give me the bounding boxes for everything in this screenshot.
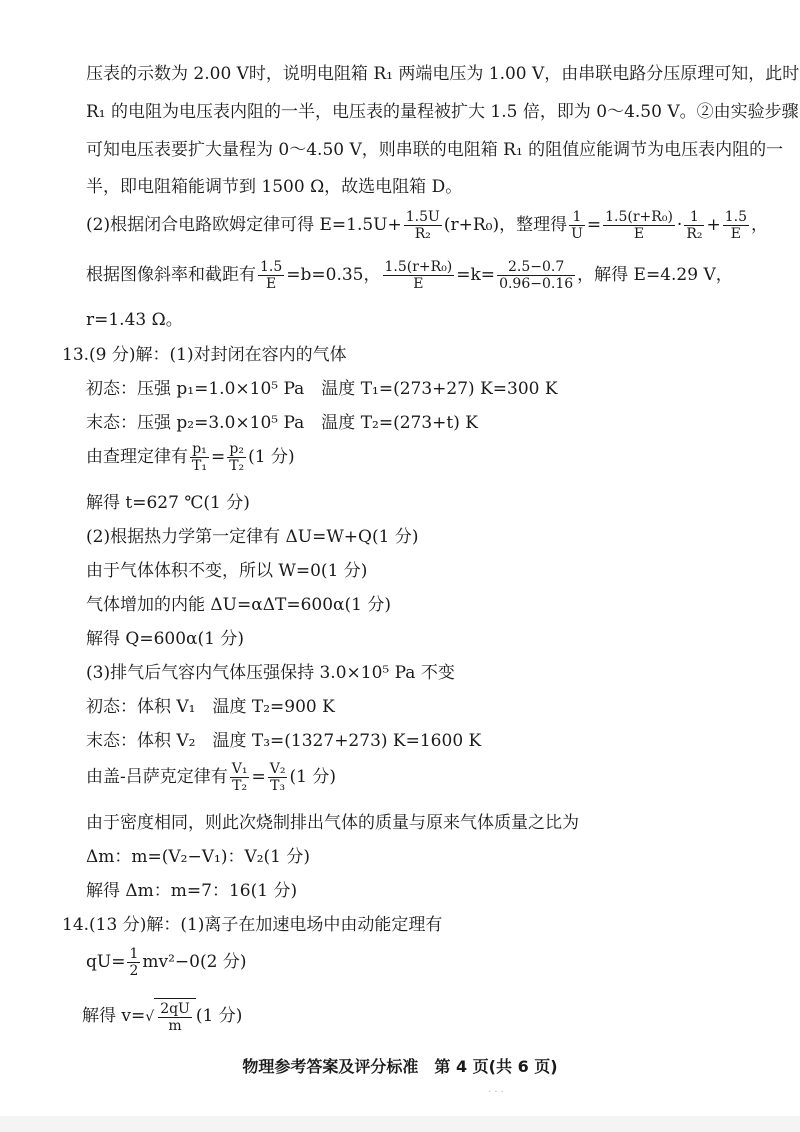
fraction <box>227 441 246 474</box>
text-line: 压表的示数为 2.00 V时，说明电阻箱 R₁ 两端电压为 1.00 V，由串联电路分压原理可知，此时 <box>86 64 800 84</box>
fraction <box>258 259 284 292</box>
fraction <box>190 441 209 474</box>
equation-line <box>86 440 295 474</box>
numerator: 1.5 <box>724 209 747 225</box>
denominator: m <box>168 1017 182 1034</box>
equation-line <box>82 998 242 1035</box>
fraction <box>230 761 250 794</box>
text-run: + <box>706 215 721 235</box>
numerator: 2.5−0.7 <box>497 259 575 276</box>
text-line: 气体增加的内能 ΔU=αΔT=600α(1 分) <box>86 595 392 615</box>
text-run: =b=0.35， <box>286 265 381 285</box>
numerator: 1 <box>129 946 139 962</box>
denominator: T₂ <box>232 778 248 794</box>
text-run: ，解得 E=4.29 V， <box>577 265 733 285</box>
text-line: 由于密度相同，则此次烧制排出气体的质量与原来气体质量之比为 <box>86 813 579 833</box>
page-footer: 物理参考答案及评分标准 第 4 页(共 6 页) <box>242 1057 558 1076</box>
text-run: 解得 v= <box>82 1006 146 1026</box>
text-run: = <box>586 215 602 235</box>
fraction <box>497 259 575 292</box>
text-run: =k= <box>456 265 496 285</box>
fraction <box>684 209 704 242</box>
numerator: V₁ <box>231 761 248 777</box>
denominator: E <box>730 226 741 242</box>
question-13-heading: 13.(9 分)解：(1)对封闭在容内的气体 <box>62 345 347 365</box>
text-line: r=1.43 Ω。 <box>86 310 183 330</box>
equation-line <box>86 208 768 242</box>
denominator: T₂ <box>229 458 245 474</box>
radical-sign: √ <box>145 1009 155 1025</box>
text-run: = <box>251 767 266 787</box>
text-line: 末态：体积 V₂ 温度 T₃=(1327+273) K=1600 K <box>86 731 482 751</box>
text-run: ， <box>750 215 768 235</box>
numerator: 1 <box>684 209 704 226</box>
text-run: = <box>210 447 226 467</box>
denominator: R₂ <box>414 226 431 242</box>
text-run: 根据图像斜率和截距有 <box>86 265 256 285</box>
text-run: (1 分) <box>248 447 295 467</box>
text-line: 末态：压强 p₂=3.0×10⁵ Pa 温度 T₂=(273+t) K <box>86 413 478 433</box>
text-line: 解得 t=627 ℃(1 分) <box>86 493 250 513</box>
numerator: V₂ <box>269 761 286 777</box>
fraction <box>383 259 455 292</box>
text-run: (2)根据闭合电路欧姆定律可得 E=1.5U+ <box>86 215 402 235</box>
fraction <box>569 209 585 242</box>
text-run: (r+R₀)，整理得 <box>443 215 568 235</box>
text-run: (1 分) <box>289 767 336 787</box>
text-line: 半，即电阻箱能调节到 1500 Ω，故选电阻箱 D。 <box>86 177 463 197</box>
denominator: R₂ <box>686 226 703 242</box>
text-line: 可知电压表要扩大量程为 0～4.50 V，则串联的电阻箱 R₁ 的阻值应能调节为电压表内阻的一 <box>86 140 784 160</box>
fraction <box>268 761 288 794</box>
text-line: (3)排气后气容内气体压强保持 3.0×10⁵ Pa 不变 <box>86 663 455 683</box>
text-line: 解得 Δm：m=7：16(1 分) <box>86 881 298 901</box>
square-root <box>145 998 196 1035</box>
numerator: 2qU <box>160 1000 190 1017</box>
numerator: 1.5(r+R₀) <box>384 259 453 275</box>
numerator: p₂ <box>227 441 246 458</box>
text-line: Δm：m=(V₂−V₁)：V₂(1 分) <box>86 847 311 867</box>
equation-line <box>86 258 733 292</box>
text-line: R₁ 的电阻为电压表内阻的一半，电压表的量程被扩大 1.5 倍，即为 0～4.50 V。②由实验步骤 <box>86 102 799 122</box>
denominator: T₁ <box>192 458 207 474</box>
fraction <box>723 209 749 242</box>
faint-mark: · · · <box>488 1087 504 1098</box>
text-line: (2)根据热力学第一定律有 ΔU=W+Q(1 分) <box>86 527 419 547</box>
text-line: 初态：体积 V₁ 温度 T₂=900 K <box>86 697 335 717</box>
text-run: · <box>676 215 683 235</box>
denominator: 0.96−0.16 <box>499 276 574 292</box>
text-line: 解得 Q=600α(1 分) <box>86 629 244 649</box>
denominator: 2 <box>129 963 139 979</box>
equation-line <box>86 760 336 794</box>
text-run: mv²−0(2 分) <box>142 952 247 972</box>
text-run: (1 分) <box>195 1006 243 1026</box>
text-run: 由盖-吕萨克定律有 <box>86 767 228 787</box>
denominator: E <box>413 276 424 292</box>
radicand <box>154 998 196 1035</box>
numerator: 1.5(r+R₀) <box>605 209 673 225</box>
numerator: 1.5 <box>260 259 283 275</box>
text-run: 由查理定律有 <box>86 447 188 467</box>
numerator: p₁ <box>190 441 209 458</box>
fraction <box>404 209 442 242</box>
text-run: qU= <box>86 952 126 972</box>
fraction <box>603 209 675 242</box>
equation-line <box>86 944 246 980</box>
text-line: 初态：压强 p₁=1.0×10⁵ Pa 温度 T₁=(273+27) K=300 K <box>86 379 558 399</box>
fraction <box>158 1001 192 1034</box>
denominator: T₃ <box>270 778 286 794</box>
denominator: E <box>633 226 645 242</box>
question-14-heading: 14.(13 分)解：(1)离子在加速电场中由动能定理有 <box>62 915 443 935</box>
text-line: 由于气体体积不变，所以 W=0(1 分) <box>86 561 368 581</box>
denominator: U <box>571 226 583 242</box>
scan-edge <box>0 1116 800 1132</box>
numerator: 1 <box>569 209 585 226</box>
denominator: E <box>266 276 277 292</box>
fraction <box>127 946 140 979</box>
numerator: 1.5U <box>405 209 440 225</box>
